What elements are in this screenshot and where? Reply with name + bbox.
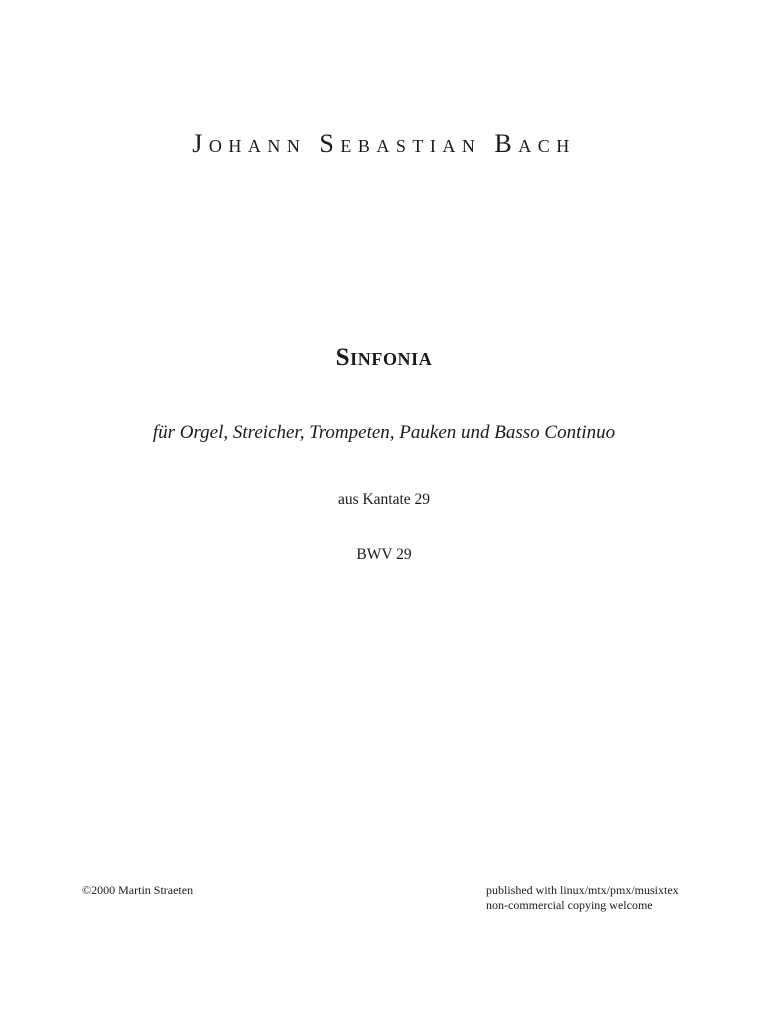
work-title: Sinfonia	[335, 344, 433, 371]
composer-name: Johann Sebastian Bach	[192, 129, 576, 158]
copyright-notice: ©2000 Martin Straeten	[82, 883, 194, 897]
bwv-number: BWV 29	[356, 546, 412, 563]
instrumentation-line: für Orgel, Streicher, Trompeten, Pauken und Basso Continuo	[152, 422, 616, 443]
source-cantata: aus Kantate 29	[337, 491, 431, 508]
license-note: non-commercial copying welcome	[486, 898, 653, 912]
publishing-tools-note: published with linux/mtx/pmx/musixtex	[486, 883, 679, 897]
publisher-notes	[486, 883, 679, 913]
